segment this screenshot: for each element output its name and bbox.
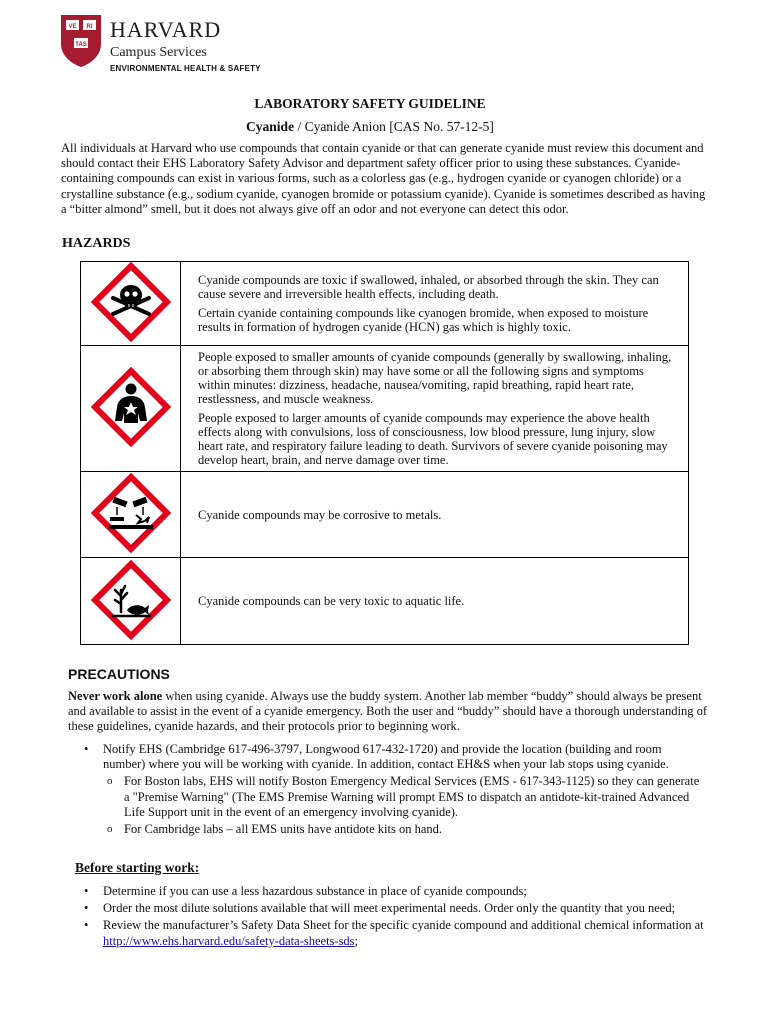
document-title: LABORATORY SAFETY GUIDELINE — [254, 96, 486, 111]
subtitle-cas: / Cyanide Anion [CAS No. 57-12-5] — [294, 119, 494, 134]
hazard-row — [81, 262, 689, 346]
hazard-row — [81, 472, 689, 558]
hazard-description — [181, 472, 689, 558]
shield-book-3: TAS — [75, 42, 87, 48]
hazard-text: People exposed to smaller amounts of cyanide compounds (generally by swallowing, inhaling, or absorbing them through skin) may have some or all the following signs and symptoms within minutes: dizziness, headache, nausea/vomiting, rapid breathing, rapid heart rate, restlessness, and muscle weakness. — [198, 350, 672, 406]
before-starting-colon: : — [194, 860, 200, 875]
intro-paragraph: All individuals at Harvard who use compounds that contain cyanide or that can generate cyanide must review this document and should contact their EHS Laboratory Safety Advisor and department safety officer prior to using these substances. Cyanide-containing compounds can exist in various forms, such as a colorless gas (e.g., hydrogen cyanide or cyanogen chloride) or a crystalline substance (e.g., sodium cyanide, cyanogen bromide or potassium cyanide). Cyanide is sometimes described as having a “bitter almond” smell, but it does not always give off an odor and not everyone can detect this odor. — [61, 141, 706, 216]
hazard-pictogram-cell — [81, 472, 181, 558]
buddy-system-paragraph — [68, 689, 708, 735]
list-item — [80, 742, 705, 837]
before-starting-label: Before starting work — [75, 860, 195, 875]
document-subtitle — [0, 119, 740, 135]
subtitle-chemical: Cyanide — [246, 119, 295, 134]
brand-department: ENVIRONMENTAL HEALTH & SAFETY — [110, 64, 261, 73]
hazard-text: Certain cyanide containing compounds like cyanogen bromide, when exposed to moisture results in formation of hydrogen cyanide (HCN) gas which is highly toxic. — [198, 306, 649, 334]
buddy-system-text: when using cyanide. Always use the buddy system. Another lab member “buddy” should always be present and available to assist in the event of a cyanide emergency. Both the user and “buddy” should have a thorough understanding of these guidelines, cyanide hazards, and their protocols prior to beginning work. — [68, 689, 708, 734]
hazard-text: People exposed to larger amounts of cyanide compounds may experience the above health effects along with convulsions, loss of consciousness, low blood pressure, lung injury, slow heart rate, and respiratory failure leading to death. Survivors of severe cyanide poisoning may develop heart, brain, and nerve damage over time. — [198, 411, 668, 467]
sublist-item: o For Cambridge labs – all EMS units have antidote kits on hand. — [103, 822, 705, 837]
hazard-description — [181, 262, 689, 346]
shield-book-2: RI — [86, 24, 93, 30]
brand-subtitle: Campus Services — [110, 45, 207, 60]
hazard-description — [181, 346, 689, 472]
health-hazard-pictogram — [91, 367, 171, 447]
environment-pictogram — [91, 560, 171, 640]
hazard-row — [81, 558, 689, 645]
hazards-heading: HAZARDS — [62, 236, 131, 251]
brand-block — [110, 18, 261, 73]
precautions-list — [80, 742, 705, 839]
hazards-table — [80, 261, 689, 645]
corrosion-pictogram — [91, 473, 171, 553]
sds-tail: ; — [354, 933, 359, 948]
before-starting-list — [80, 884, 710, 951]
hazard-text: Cyanide compounds can be very toxic to aquatic life. — [198, 594, 465, 608]
hazard-pictogram-cell — [81, 346, 181, 472]
list-item: • Order the most dilute solutions available that will meet experimental needs. Order only the quantity that you need; — [80, 901, 710, 916]
hazard-text: Cyanide compounds are toxic if swallowed, inhaled, or absorbed through the skin. They can cause severe and irreversible health effects, including death. — [198, 273, 659, 301]
sublist-item: o For Boston labs, EHS will notify Boston Emergency Medical Services (EMS - 617-343-1125) so they can generate a "Premise Warning" (The EMS Premise Warning will prompt EMS to dispatch an antidote-kit-trained Advanced Life Support unit in the event of an emergency involving cyanide). — [103, 774, 705, 820]
shield-book-1: VE — [68, 24, 77, 30]
never-work-alone-label: Never work alone — [68, 689, 163, 703]
precautions-heading: PRECAUTIONS — [68, 666, 170, 682]
notify-ehs-text: Notify EHS (Cambridge 617-496-3797, Longwood 617-432-1720) and provide the location (building and room number) where you will be working with cyanide. In addition, contact EH&S when your lab stops using cyanide. — [103, 742, 669, 772]
list-item — [80, 918, 710, 948]
brand-name: HARVARD — [110, 17, 222, 42]
list-item: • Determine if you can use a less hazardous substance in place of cyanide compounds; — [80, 884, 710, 899]
hazard-row — [81, 346, 689, 472]
hazard-description — [181, 558, 689, 645]
hazard-text: Cyanide compounds may be corrosive to metals. — [198, 507, 442, 522]
sds-link[interactable]: http://www.ehs.harvard.edu/safety-data-sheets-sds — [103, 933, 355, 948]
before-starting-heading — [75, 860, 199, 876]
skull-crossbones-pictogram — [91, 262, 171, 342]
notify-sublist — [103, 774, 705, 837]
hazard-pictogram-cell — [81, 558, 181, 645]
sds-text: Review the manufacturer’s Safety Data Sheet for the specific cyanide compound and additional chemical information at — [103, 918, 704, 933]
harvard-shield-logo — [60, 14, 102, 68]
hazard-pictogram-cell — [81, 262, 181, 346]
